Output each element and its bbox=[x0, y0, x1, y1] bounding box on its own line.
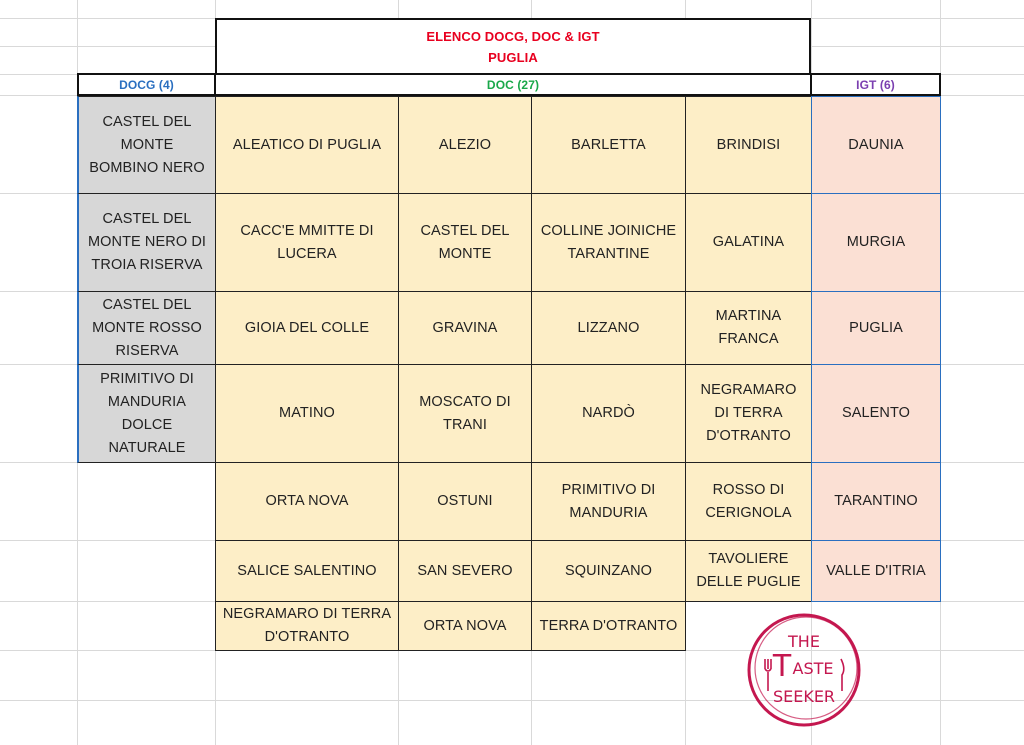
doc-cell: LIZZANO bbox=[531, 291, 686, 365]
fork-icon bbox=[765, 659, 771, 691]
doc-cell: NEGRAMARO DI TERRA D'OTRANTO bbox=[215, 601, 399, 651]
logo-big-t: T bbox=[772, 649, 792, 684]
doc-cell: MOSCATO DI TRANI bbox=[398, 364, 532, 463]
doc-cell: ORTA NOVA bbox=[215, 462, 399, 541]
doc-cell: CASTEL DEL MONTE bbox=[398, 193, 532, 292]
logo-text-seeker: SEEKER bbox=[772, 687, 836, 706]
doc-cell: SAN SEVERO bbox=[398, 540, 532, 602]
doc-cell: ORTA NOVA bbox=[398, 601, 532, 651]
doc-cell: GIOIA DEL COLLE bbox=[215, 291, 399, 365]
doc-cell: GALATINA bbox=[685, 193, 812, 292]
doc-cell: NEGRAMARO DI TERRA D'OTRANTO bbox=[685, 364, 812, 463]
title-line-1: ELENCO DOCG, DOC & IGT bbox=[426, 28, 600, 44]
title-box bbox=[215, 18, 811, 75]
doc-cell: COLLINE JOINICHE TARANTINE bbox=[531, 193, 686, 292]
doc-cell: ROSSO DI CERIGNOLA bbox=[685, 462, 812, 541]
doc-cell: TERRA D'OTRANTO bbox=[531, 601, 686, 651]
docg-cell: CASTEL DEL MONTE NERO DI TROIA RISERVA bbox=[77, 193, 216, 292]
doc-cell: MARTINA FRANCA bbox=[685, 291, 812, 365]
doc-cell: TAVOLIERE DELLE PUGLIE bbox=[685, 540, 812, 602]
igt-cell: TARANTINO bbox=[811, 462, 941, 541]
docg-cell: CASTEL DEL MONTE BOMBINO NERO bbox=[77, 96, 216, 194]
title-line-2: PUGLIA bbox=[488, 49, 538, 65]
doc-cell: PRIMITIVO DI MANDURIA bbox=[531, 462, 686, 541]
knife-icon bbox=[841, 659, 844, 691]
logo-text-aste: ASTE bbox=[792, 659, 834, 678]
doc-cell: GRAVINA bbox=[398, 291, 532, 365]
doc-cell: SQUINZANO bbox=[531, 540, 686, 602]
doc-cell: BARLETTA bbox=[531, 96, 686, 194]
igt-header: IGT (6) bbox=[810, 73, 941, 96]
docg-cell: CASTEL DEL MONTE ROSSO RISERVA bbox=[77, 291, 216, 365]
docg-header: DOCG (4) bbox=[77, 73, 216, 96]
igt-cell: SALENTO bbox=[811, 364, 941, 463]
doc-cell: CACC'E MMITTE DI LUCERA bbox=[215, 193, 399, 292]
igt-cell: VALLE D'ITRIA bbox=[811, 540, 941, 602]
doc-cell: ALEZIO bbox=[398, 96, 532, 194]
logo-text-the: THE bbox=[788, 632, 820, 651]
doc-cell: OSTUNI bbox=[398, 462, 532, 541]
doc-header: DOC (27) bbox=[214, 73, 812, 96]
doc-cell: ALEATICO DI PUGLIA bbox=[215, 96, 399, 194]
grid-row-line bbox=[0, 700, 1024, 701]
igt-cell: MURGIA bbox=[811, 193, 941, 292]
doc-cell: MATINO bbox=[215, 364, 399, 463]
igt-cell: PUGLIA bbox=[811, 291, 941, 365]
the-taste-seeker-logo bbox=[745, 611, 863, 729]
igt-cell: DAUNIA bbox=[811, 96, 941, 194]
doc-cell: BRINDISI bbox=[685, 96, 812, 194]
docg-cell: PRIMITIVO DI MANDURIA DOLCE NATURALE bbox=[77, 364, 216, 463]
doc-cell: SALICE SALENTINO bbox=[215, 540, 399, 602]
doc-cell: NARDÒ bbox=[531, 364, 686, 463]
